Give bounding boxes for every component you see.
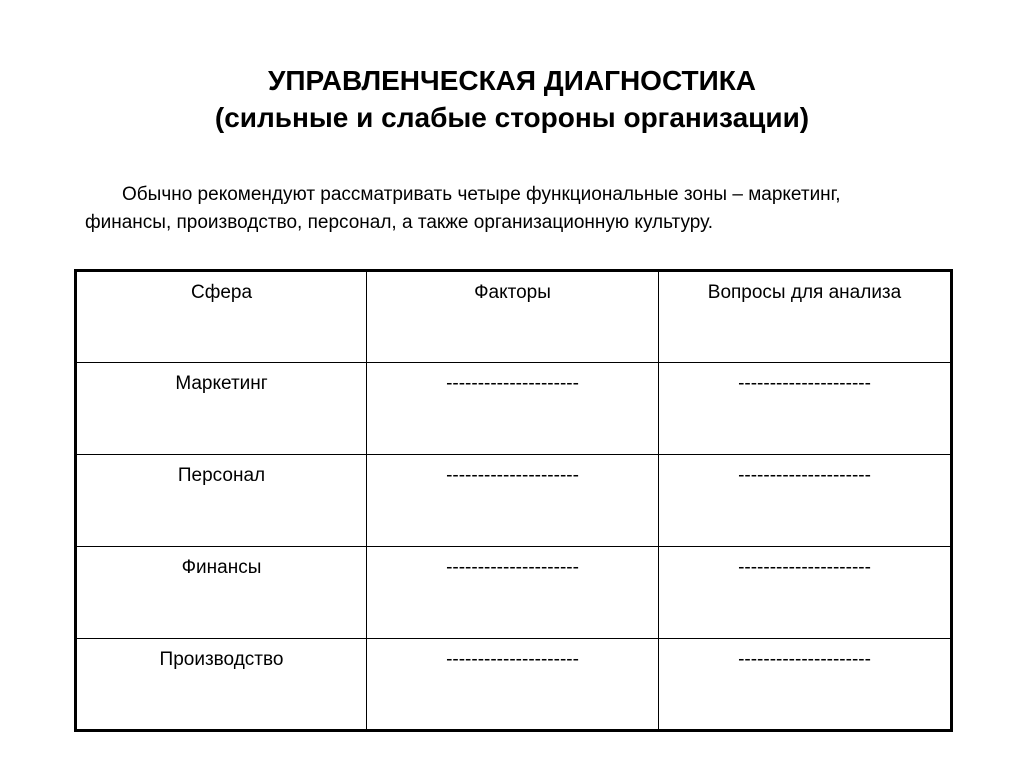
row-questions: --------------------- — [659, 455, 952, 547]
row-sphere: Финансы — [76, 547, 367, 639]
row-factors: --------------------- — [367, 363, 659, 455]
table-row — [76, 363, 952, 455]
row-sphere: Производство — [76, 639, 367, 731]
row-factors: --------------------- — [367, 547, 659, 639]
page-title — [0, 62, 1024, 136]
header-factors: Факторы — [367, 271, 659, 363]
table-row — [76, 455, 952, 547]
row-questions: --------------------- — [659, 363, 952, 455]
row-factors: --------------------- — [367, 639, 659, 731]
title-line-2: (сильные и слабые стороны организации) — [214, 102, 810, 133]
table-header-row — [76, 271, 952, 363]
row-questions: --------------------- — [659, 639, 952, 731]
header-sphere: Сфера — [76, 271, 367, 363]
header-questions: Вопросы для анализа — [659, 271, 952, 363]
row-questions: --------------------- — [659, 547, 952, 639]
row-factors: --------------------- — [367, 455, 659, 547]
row-sphere: Маркетинг — [76, 363, 367, 455]
diagnostics-table — [74, 269, 953, 732]
title-line-1: УПРАВЛЕНЧЕСКАЯ ДИАГНОСТИКА — [267, 65, 757, 96]
table-row — [76, 547, 952, 639]
intro-paragraph: Обычно рекомендуют рассматривать четыре функциональные зоны – маркетинг, финансы, производство, персонал, а также организационную культуру. — [85, 184, 841, 233]
row-sphere: Персонал — [76, 455, 367, 547]
table-row — [76, 639, 952, 731]
